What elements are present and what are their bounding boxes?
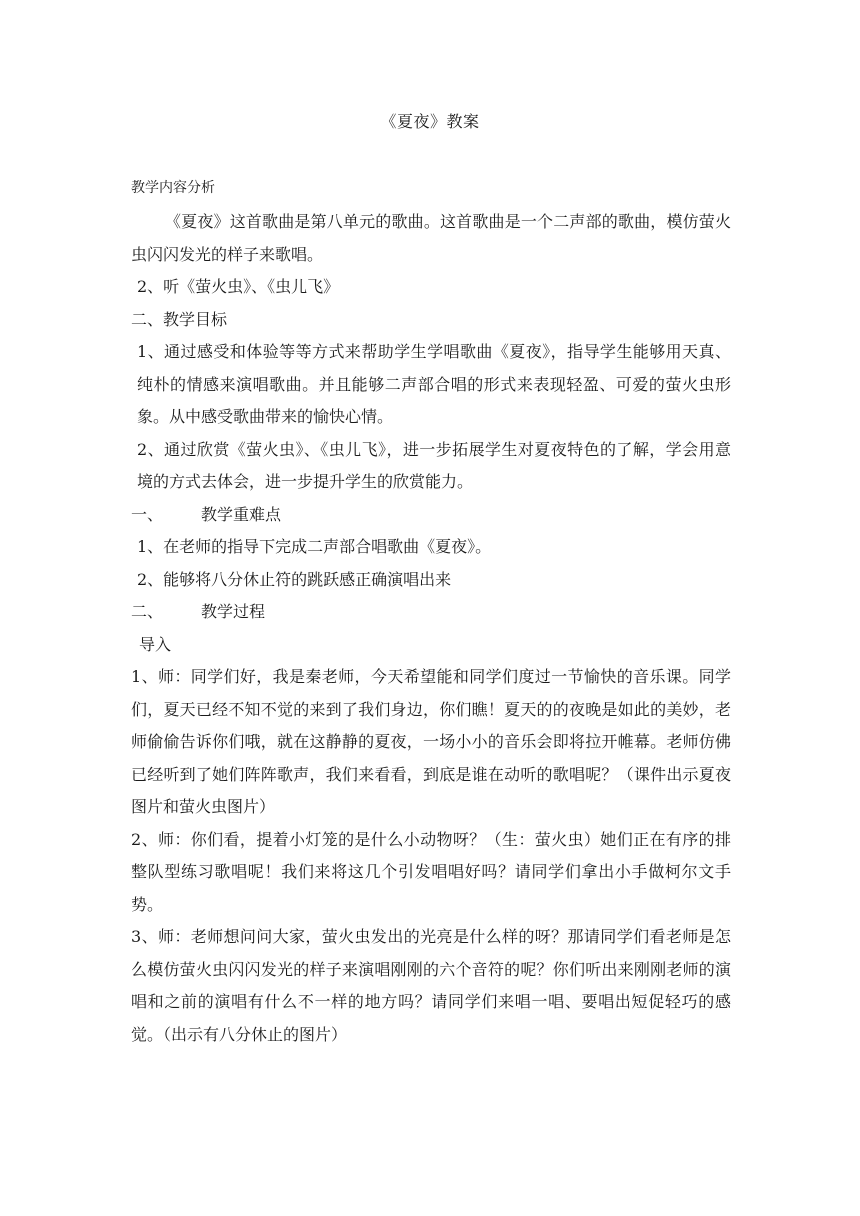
section-number: 二、 [131,602,164,621]
section-heading-process [131,596,731,629]
key-point-1: 1、在老师的指导下完成二声部合唱歌曲《夏夜》。 [137,537,492,556]
analysis-item-2: 2、听《萤火虫》、《虫儿飞》 [137,277,340,296]
process-step-3: 3、师：老师想问问大家，萤火虫发出的光亮是什么样的呀？那请同学们看老师是怎么模仿萤火虫闪闪发光的样子来演唱刚刚的六个音符的呢？你们听出来刚刚老师的演唱和之前的演唱有什么不一样的地方吗？请同学们来唱一唱、要唱出短促轻巧的感觉。（出示有八分休止的图片） [131,927,731,1044]
section-text: 教学过程 [201,602,266,621]
document-body [131,178,731,1051]
process-step-2: 2、师：你们看，提着小灯笼的是什么小动物呀？（生：萤火虫）她们正在有序的排整队型练习歌唱呢！我们来将这几个引发唱唱好吗？请同学们拿出小手做柯尔文手势。 [131,829,731,914]
intro-heading: 导入 [139,634,172,654]
goal-item-2: 2、通过欣赏《萤火虫》、《虫儿飞》，进一步拓展学生对夏夜特色的了解，学会用意境的方式去体会，进一步提升学生的欣赏能力。 [137,439,731,491]
analysis-paragraph: 《夏夜》这首歌曲是第八单元的歌曲。这首歌曲是一个二声部的歌曲，模仿萤火虫闪闪发光的样子来歌唱。 [131,212,731,264]
section-text: 教学重难点 [201,504,282,524]
key-point-2: 2、能够将八分休止符的跳跃感正确演唱出来 [137,569,452,589]
section-number: 一、 [131,504,164,524]
section-heading-goals: 二、教学目标 [131,309,228,329]
section-heading-analysis: 教学内容分析 [131,180,215,196]
process-step-1: 1、师：同学们好，我是秦老师，今天希望能和同学们度过一节愉快的音乐课。同学们，夏天已经不知不觉的来到了我们身边，你们瞧！夏天的的夜晚是如此的美妙，老师偷偷告诉你们哦，就在这静静的夏夜，一场小小的音乐会即将拉开帷幕。老师仿佛已经听到了她们阵阵歌声，我们来看看，到底是谁在动听的歌唱呢？（课件出示夏夜图片和萤火虫图片） [131,667,731,816]
document-title: 《夏夜》教案 [380,112,480,131]
goal-item-1: 1、通过感受和体验等等方式来帮助学生学唱歌曲《夏夜》，指导学生能够用天真、纯朴的情感来演唱歌曲。并且能够二声部合唱的形式来表现轻盈、可爱的萤火虫形象。从中感受歌曲带来的愉快心情。 [137,342,731,426]
section-heading-key-points [131,499,731,532]
